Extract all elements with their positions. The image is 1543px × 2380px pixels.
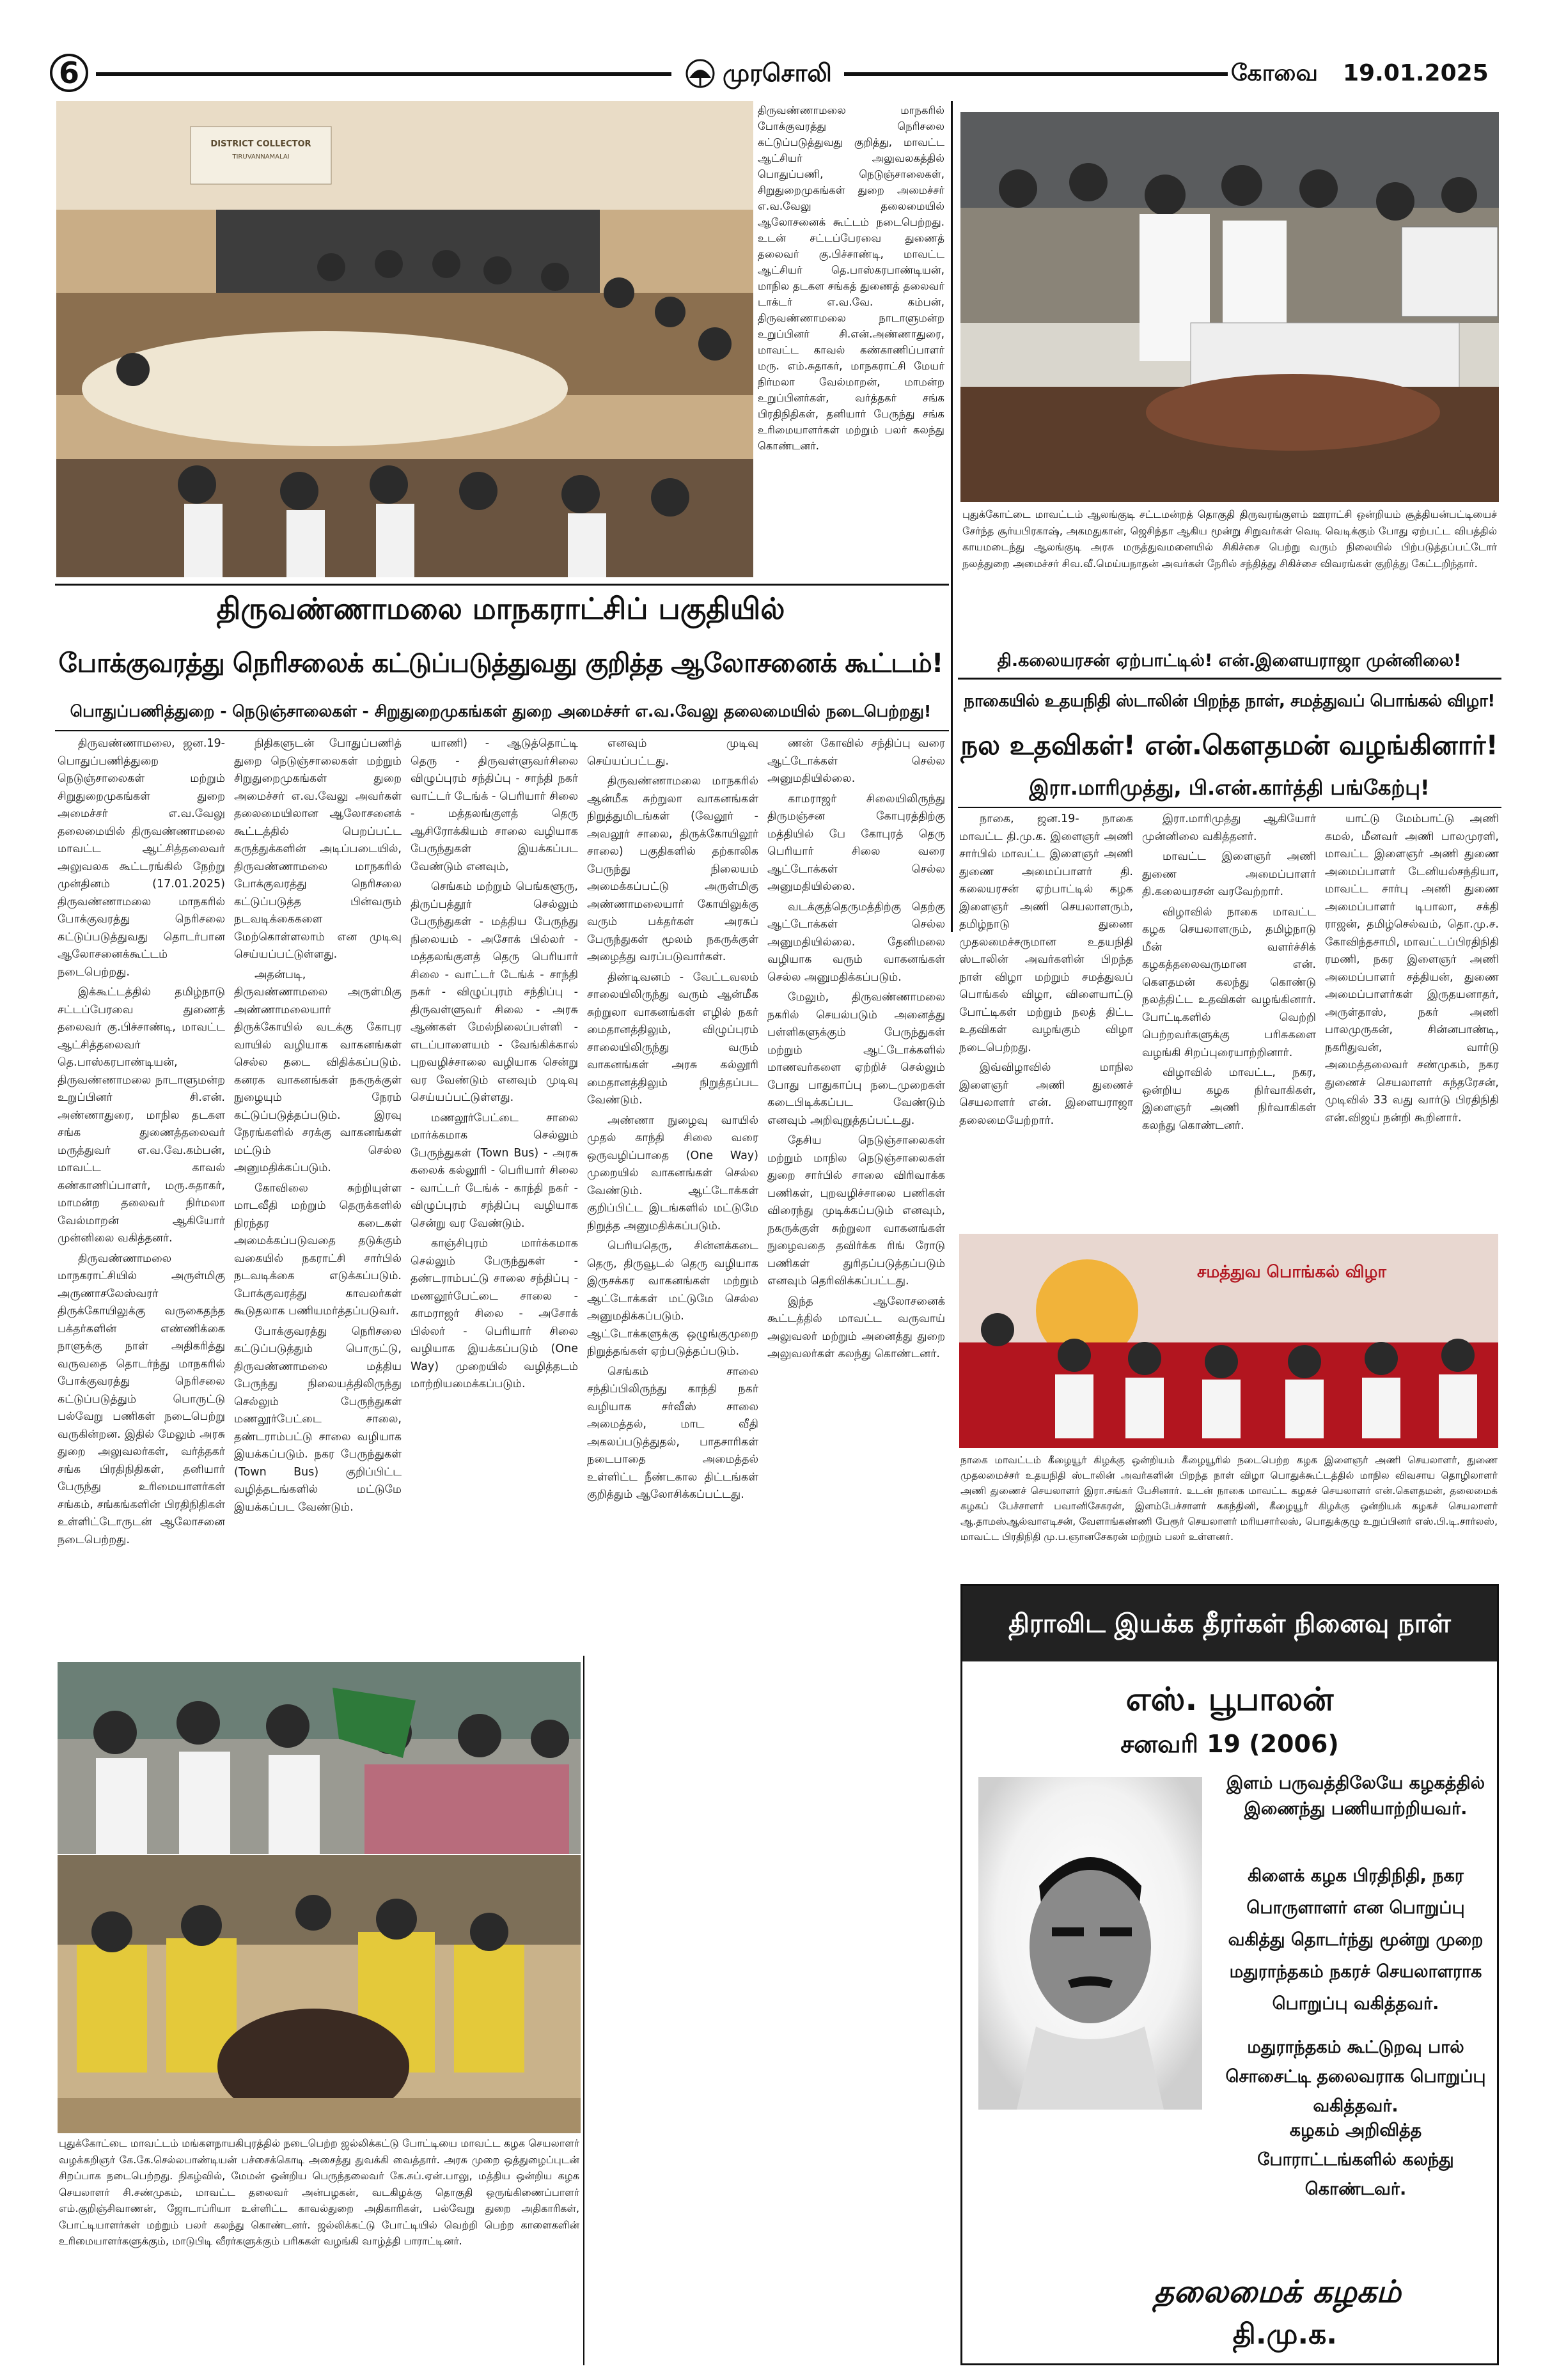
story1-column-4: எனவும் முடிவு செய்யப்பட்டது. திருவண்ணாமலை மாநகரில் ஆன்மீக சுற்றுலா வாகனங்கள் நிறுத்துமிடங்கள் (வேலூர் - அவலூர் சாலை, திருக்கோயிலூர் சாலை) பகுதிகளில் தற்காலிக பேருந்து நிலையம் அமைக்கப்பட்டு அருள்மிகு அண்ணாமலையார் கோயிலுக்கு வரும் பக்தர்கள் அரசுப் பேருந்துகள் மூலம் நகருக்குள் அழைத்து வரப்படுவார்கள். திண்டிவனம் - வேட்டவலம் சாலையிலிருந்து வரும் ஆன்மீக சுற்றுலா வாகனங்கள் எழில் நகர் மைதானத்திலும், விழுப்புரம் சாலையிலிருந்து வரும் வாகனங்கள் அரசு கல்லூரி மைதானத்திலும் நிறுத்தப்பட வேண்டும். அண்ணா நுழைவு வாயில் முதல் காந்தி சிலை வரை ஒருவழிப்பாதை (One Way) முறையில் வாகனங்கள் செல்ல வேண்டும். ஆட்டோக்கள் குறிப்பிட்ட இடங்களில் மட்டுமே நிறுத்த அனுமதிக்கப்படும். பெரியதெரு, சின்னக்கடை தெரு, திருவூடல் தெரு வழியாக இருசக்கர வாகனங்கள் மற்றும் ஆட்டோக்கள் மட்டுமே செல்ல அனுமதிக்கப்படும். ஆட்டோக்களுக்கு ஒழுங்குமுறை நிறுத்தங்கள் ஏற்படுத்தப்படும். செங்கம் சாலை சந்திப்பிலிருந்து காந்தி நகர் வழியாக சர்வீஸ் சாலை அமைத்தல், மாட வீதி அகலப்படுத்துதல், பாதசாரிகள் நடைபாதை அமைத்தல் உள்ளிட்ட நீண்டகால திட்டங்கள் குறித்தும் ஆலோசிக்கப்பட்டது. [587, 737, 758, 1501]
jallikattu-caption: புதுக்கோட்டை மாவட்டம் மங்களநாயகிபுரத்தில் நடைபெற்ற ஜல்லிக்கட்டு போட்டியை மாவட்ட கழக செயலாளர் வழக்கறிஞர் கே.கே.செல்லபாண்டியன் பச்சைக்கொடி அசைத்து துவக்கி வைத்தார். அரசு முறை ஒத்துழைப்புடன் சிறப்பாக நடைபெற்றது. நிகழ்வில், மேமன் ஒன்றிய பெருந்தலைவர் கே.சுப்.ஏன்.பாலு, மத்திய ஒன்றிய கழக செயலாளர் சி.சண்முகம், மாவட்ட தலைவர் அன்பழகன், வடகிழக்கு தொகுதி ஒருங்கிணைப்பாளர் எம்.குறிஞ்சிவாணன், ஜோடாப்ரியா உள்ளிட்ட காவல்துறை அதிகாரிகள், பல்வேறு துறை அதிகாரிகள், போட்டியாளர்கள் மற்றும் பலர் கலந்து கொண்டனர். ஜல்லிக்கட்டு போட்டியில் வெற்றி பெற்ற காளைகளின் உரிமையாளர்களுக்கும், மாடுபிடி வீரர்களுக்கும் பரிசுகள் வழங்கி வாழ்த்தி பாராட்டினர். [59, 2137, 579, 2247]
meeting-photo-caption: திருவண்ணாமலை மாநகரில் போக்குவரத்து நெரிசலை கட்டுப்படுத்துவது குறித்து, மாவட்ட ஆட்சியர் அலுவலகத்தில் பொதுப்பணி, நெடுஞ்சாலைகள், சிறுதுறைமுகங்கள் துறை அமைச்சர் எ.வ.வேலு தலைமையில் ஆலோசனைக் கூட்டம் நடைபெற்றது. உடன் சட்டப்பேரவை துணைத் தலைவர் கு.பிச்சாண்டி, மாவட்ட ஆட்சியர் தெ.பாஸ்கரபாண்டியன், மாநில தடகள சங்கத் துணைத் தலைவர் டாக்டர் எ.வ.வே. கம்பன், திருவண்ணாமலை நாடாளுமன்ற உறுப்பினர் சி.என்.அண்ணாதுரை, மாவட்ட காவல் கண்காணிப்பாளர் மரு. எம்.சுதாகர், மாநகராட்சி மேயர் நிர்மலா வேல்மாறன், மாமன்ற உறுப்பினர்கள், வர்த்தகர் சங்க பிரதிநிதிகள், தனியார் பேருந்து சங்க உரிமையாளர்கள் மற்றும் பலர் கலந்து கொண்டனர். [758, 104, 944, 452]
page-number: 6 [58, 56, 79, 90]
vertical-divider-left [583, 1656, 584, 2365]
story1-column-2: நிதிகளுடன் போதுப்பணித் துறை நெடுஞ்சாலைகள் மற்றும் சிறுதுறைமுகங்கள் துறை அமைச்சர் எ.வ.வேலு அவர்கள் தலைமையிலான ஆலோசனைக் கூட்டத்தில் பெறப்பட்ட கருத்துக்களின் அடிப்படையில், திருவண்ணாமலை மாநகரில் போக்குவரத்து நெரிசலை கட்டுப்படுத்த பின்வரும் நடவடிக்கைகளை மேற்கொள்ளலாம் என முடிவு செய்யப்பட்டுள்ளது. அதன்படி, திருவண்ணாமலை அருள்மிகு அண்ணாமலையார் திருக்கோயில் வடக்கு கோபுர வாயில் வழியாக வாகனங்கள் செல்ல தடை விதிக்கப்படும். கனரக வாகனங்கள் நகருக்குள் நுழையும் நேரம் கட்டுப்படுத்தப்படும். இரவு நேரங்களில் சரக்கு வாகனங்கள் மட்டும் செல்ல அனுமதிக்கப்படும். கோவிலை சுற்றியுள்ள மாடவீதி மற்றும் தெருக்களில் நிரந்தர கடைகள் அமைக்கப்படுவதை தடுக்கும் வகையில் நகராட்சி சார்பில் நடவடிக்கை எடுக்கப்படும். போக்குவரத்து காவலர்கள் கூடுதலாக பணியமர்த்தப்படுவர். போக்குவரத்து நெரிசலை கட்டுப்படுத்தும் பொருட்டு, திருவண்ணாமலை மத்திய பேருந்து நிலையத்திலிருந்து செல்லும் பேருந்துகள் மணலூர்பேட்டை சாலை, தண்டராம்பட்டு சாலை வழியாக இயக்கப்படும். நகர பேருந்துகள் (Town Bus) குறிப்பிட்ட வழித்தடங்களில் மட்டுமே இயக்கப்பட வேண்டும். [234, 737, 402, 1514]
edition-city: கோவை [1231, 60, 1318, 86]
hospital-visit-photo [960, 112, 1499, 502]
story3-kicker: தி.கலையரசன் ஏற்பாட்டில்! என்.இளையராஜா முன்னிலை! [997, 651, 1462, 671]
story3-headline-2: நல உதவிகள்! என்.கௌதமன் வழங்கினார்! [960, 729, 1498, 761]
collector-sign-line1: DISTRICT COLLECTOR [210, 139, 311, 149]
masthead-rule-left [96, 72, 671, 76]
tribute-bio-2: கிளைக் கழக பிரதிநிதி, நகர பொருளாளர் என பொறுப்பு வகித்து தொடர்ந்து மூன்று முறை மதுராந்தகம் நகரச் செயலாளராக பொறுப்பு வகித்தவர். [1228, 1866, 1484, 2014]
hospital-visit-caption: புதுக்கோட்டை மாவட்டம் ஆலங்குடி சட்டமன்றத் தொகுதி திருவரங்குளம் ஊராட்சி ஒன்றியம் சூத்தியன்பட்டியைச் சேர்ந்த சூர்யபிரகாஷ், அகமதுகான், ஜெசிந்தா ஆகிய மூன்று சிறுவர்கள் வெடி வெடிக்கும் போது ஏற்பட்ட விபத்தில் காயமடைந்து ஆலங்குடி அரசு மருத்துவமனையில் சிகிச்சை பெற்று வரும் நிலையில் பிற்படுத்தப்பட்டோர் நலத்துறை அமைச்சர் சிவ.வீ.மெய்யநாதன் அவர்கள் நேரில் சந்தித்து சிகிச்சை விவரங்கள் குறித்து கேட்டறிந்தார். [962, 508, 1497, 570]
story3-top-rule [958, 678, 1501, 680]
tribute-footer-org: தலைமைக் கழகம் [1154, 2274, 1401, 2310]
story1-column-5: ணன் கோவில் சந்திப்பு வரை ஆட்டோக்கள் செல்ல அனுமதியில்லை. காமராஜர் சிலையிலிருந்து திருமஞ்சன கோபுரத்திற்கு மத்தியில் பே கோபுரத் தெரு பெரியார் சிலை வரை ஆட்டோக்கள் செல்ல அனுமதியில்லை. வடக்குத்தெருமத்திற்கு தெற்கு ஆட்டோக்கள் செல்ல அனுமதியில்லை. தேனிமலை வழியாக வரும் வாகனங்கள் செல்ல அனுமதிக்கப்படும். மேலும், திருவண்ணாமலை நகரில் செயல்படும் அனைத்து பள்ளிகளுக்கும் பேருந்துகள் மற்றும் ஆட்டோக்களில் மாணவர்களை ஏற்றிச் செல்லும் போது பாதுகாப்பு நடைமுறைகள் கடைபிடிக்கப்பட வேண்டும் எனவும் அறிவுறுத்தப்பட்டது. தேசிய நெடுஞ்சாலைகள் மற்றும் மாநில நெடுஞ்சாலைகள் துறை சார்பில் சாலை விரிவாக்க பணிகள், புறவழிச்சாலை பணிகள் விரைந்து முடிக்கப்படும் எனவும், நகருக்குள் சுற்றுலா வாகனங்கள் நுழைவதை தவிர்க்க ரிங் ரோடு பணிகள் துரிதப்படுத்தப்படும் எனவும் தெரிவிக்கப்பட்டது. இந்த ஆலோசனைக் கூட்டத்தில் மாவட்ட வருவாய் அலுவலர் மற்றும் அனைத்து துறை அலுவலர்கள் கலந்து கொண்டனர். [767, 737, 945, 1360]
pongal-stage-photo [959, 1234, 1498, 1448]
edition-date: 19.01.2025 [1343, 60, 1489, 86]
tribute-bio [1209, 1771, 1490, 2199]
meeting-photo [56, 101, 753, 577]
tribute-footer-party: தி.மு.க. [1232, 2318, 1337, 2351]
tribute-bio-1: இளம் பருவத்திலேயே கழகத்தில் இணைந்து பணியாற்றியவர். [1226, 1773, 1485, 1819]
paper-name: முரசொலி [723, 59, 832, 87]
story3-column-2: இரா.மாரிமுத்து ஆகியோர் முன்னிலை வகித்தனர். மாவட்ட இளைஞர் அணி துணை அமைப்பாளர் தி.கலையரசன் வரவேற்றார். விழாவில் நாகை மாவட்ட கழக செயலாளரும், தமிழ்நாடு மீன் வளர்ச்சிக் கழகத்தலைவருமான என். கௌதமன் கலந்து கொண்டு நலத்திட்ட உதவிகள் வழங்கினார். போட்டிகளில் வெற்றி பெற்றவர்களுக்கு பரிசுகளை வழங்கி சிறப்புரையாற்றினார். விழாவில் மாவட்ட, நகர, ஒன்றிய கழக நிர்வாகிகள், இளைஞர் அணி நிர்வாகிகள் கலந்து கொண்டனர். [1142, 813, 1316, 1132]
vertical-divider-top [951, 101, 953, 932]
pongal-stage-caption: நாகை மாவட்டம் கீழையூர் கிழக்கு ஒன்றியம் கீழையூரில் நடைபெற்ற கழக இளைஞர் அணி செயலாளர், துணை முதலமைச்சர் உதயநிதி ஸ்டாலின் அவர்களின் பிறந்த நாள் விழா பொதுக்கூட்டத்தில் மாநில விவசாய தொழிலாளர் அணி துணைச் செயலாளர் இரா.சங்கர் பேசினார். உடன் நாகை மாவட்ட கழகச் செயலாளர் என்.கௌதமன், தலைமைக் கழகப் பேச்சாளர் பவானிசேகரன், இளம்பேச்சாளர் சுகந்தினி, கீழையூர் கிழக்கு ஒன்றியக் கழகச் செயலாளர் ஆ.தாமஸ்ஆல்வாஎடிசன், வேளாங்கண்ணி பேரூர் செயலாளர் மரியசார்லஸ், பொதுக்குழு உறுப்பினர் எஸ்.பி.டி.சார்லஸ், மாவட்ட பிரதிநிதி மு.ப.ஞானசேகரன் மற்றும் பலர் உள்ளனர். [960, 1454, 1498, 1543]
story1-column-1: திருவண்ணாமலை, ஜன.19- பொதுப்பணித்துறை நெடுஞ்சாலைகள் மற்றும் சிறுதுறைமுகங்கள் துறை அமைச்சர் எ.வ.வேலு தலைமையில் திருவண்ணாமலை மாவட்ட ஆட்சித்தலைவர் அலுவலக கூட்டரங்கில் நேற்று முன்தினம் (17.01.2025) திருவண்ணாமலை மாநகரில் போக்குவரத்து நெரிசலை கட்டுப்படுத்துவது தொடர்பான ஆலோசனைக்கூட்டம் நடைபெற்றது. இக்கூட்டத்தில் தமிழ்நாடு சட்டப்பேரவை துணைத் தலைவர் கு.பிச்சாண்டி, மாவட்ட ஆட்சித்தலைவர் தெ.பாஸ்கரபாண்டியன், திருவண்ணாமலை நாடாளுமன்ற உறுப்பினர் சி.என். அண்ணாதுரை, மாநில தடகள சங்க துணைத்தலைவர் மருத்துவர் எ.வ.வே.கம்பன், மாவட்ட காவல் கண்காணிப்பாளர், மரு.சுதாகர், மாமன்ற தலைவர் நிர்மலா வேல்மாறன் ஆகியோர் முன்னிலை வகித்தனர். திருவண்ணாமலை மாநகராட்சியில் அருள்மிகு அருணாசலேஸ்வரர் திருக்கோயிலுக்கு வருகைதந்த பக்தர்களின் எண்ணிக்கை நாளுக்கு நாள் அதிகரித்து வருவதை தொடர்ந்து மாநகரில் போக்குவரத்து நெரிசலை கட்டுப்படுத்தும் பொருட்டு பல்வேறு பணிகள் நடைபெற்று வருகின்றன. இதில் மேலும் அரசு துறை அலுவலர்கள், வர்த்தகர் சங்க பிரதிநிதிகள், தனியார் பேருந்து உரிமையாளர்கள் சங்கம், சங்கங்களின் பிரதிநிதிகள் உள்ளிட்டோருடன் ஆலோசனை நடைபெற்றது. [58, 737, 225, 1546]
tribute-portrait [978, 1777, 1202, 2110]
jallikattu-flag-photo [58, 1662, 581, 1854]
story3-column-3: யாட்டு மேம்பாட்டு அணி கமல், மீனவர் அணி பாலமுரளி, மாவட்ட இளைஞர் அணி துணை அமைப்பாளர் டேனியல்சந்தியா, மாவட்ட சார்பு அணி துணை அமைப்பாளர் டிபாலா, சக்தி ராஜன், தமிழ்செல்வம், தொ.மு.ச. கோவிந்தசாமி, மாவட்டப்பிரதிநிதி ரமணி, நகர இளைஞர் அணி அமைப்பாளர் சத்தியன், துணை அமைப்பாளர்கள் இருதயனாதர், அருள்தாஸ், நகர் அணி பாலமுருகன், சின்னபாண்டி, நகரிதுவன், வார்டு அமைத்தலைவர் சண்முகம், நகர துணைச் செயலாளர் சுந்தரேசன், முடிவில் 33 வது வார்டு பிரதிநிதி என்.விஜய் நன்றி கூறினார். [1325, 813, 1499, 1124]
story1-top-rule [55, 584, 949, 586]
masthead-rule-right [844, 72, 1228, 76]
tribute-footer [962, 2257, 1497, 2362]
rising-sun-emblem-icon [684, 59, 716, 88]
story3-column-1: நாகை, ஜன.19- நாகை மாவட்ட தி.மு.க. இளைஞர் அணி சார்பில் மாவட்ட இளைஞர் அணி துணை அமைப்பாளர் தி. கலையரசன் ஏற்பாட்டில் கழக இளைஞர் அணி செயலாளரும், தமிழ்நாடு துணை முதலமைச்சருமான உதயநிதி ஸ்டாலின் அவர்களின் பிறந்த நாள் விழா மற்றும் சமத்துவப் பொங்கல் விழா, விளையாட்டு போட்டிகள் மற்றும் நலத் திட்ட உதவிகள் வழங்கும் விழா நடைபெற்றது. இவ்விழாவில் மாநில இளைஞர் அணி துணைச் செயலாளர் என். இளையராஜா தலைமையேற்றார். [959, 813, 1133, 1127]
story3-subhead: இரா.மாரிமுத்து, பி.என்.கார்த்தி பங்கேற்பு! [1029, 775, 1430, 800]
tribute-date: சனவரி 19 (2006) [1120, 1730, 1339, 1758]
tribute-bio-3: மதுராந்தகம் கூட்டுறவு பால் சொசைட்டி தலைவராக பொறுப்பு வகித்தவர். [1225, 2037, 1486, 2116]
tribute-bio-4: கழகம் அறிவித்த போராட்டங்களில் கலந்து கொண்டவர். [1257, 2120, 1454, 2199]
story1-kicker: திருவண்ணாமலை மாநகராட்சிப் பகுதியில் [216, 591, 785, 626]
story1-headline: போக்குவரத்து நெரிசலைக் கட்டுப்படுத்துவது குறித்த ஆலோசனைக் கூட்டம்! [58, 648, 943, 678]
story3-headline-1: நாகையில் உதயநிதி ஸ்டாலின் பிறந்த நாள், சமத்துவப் பொங்கல் விழா! [964, 692, 1495, 711]
story3-subhead-rule [958, 807, 1501, 808]
tribute-name: எஸ். பூபாலன் [1125, 1681, 1334, 1718]
pongal-banner-text: சமத்துவ பொங்கல் விழா [1196, 1263, 1387, 1282]
story1-column-3: யாணி) - ஆடுத்தொட்டி தெரு - திருவள்ளுவர்சிலை விழுப்புரம் சந்திப்பு - சாந்தி நகர் வாட்டர் டேங்க் - பெரியார் சிலை - மத்தலங்குளத் தெரு ஆசிரோக்கியம் சாலை வழியாக பேருந்துகள் இயக்கப்பட வேண்டும் எனவும், செங்கம் மற்றும் பெங்களூரு, திருப்பத்தூர் செல்லும் பேருந்துகள் - மத்திய பேருந்து நிலையம் - அசோக் பில்லர் - மத்தலங்குளத் தெரு பெரியார் சிலை - வாட்டர் டேங்க் - சாந்தி நகர் - விழுப்புரம் சந்திப்பு - திருவள்ளுவர் சிலை - அரசு ஆண்கள் மேல்நிலைப்பள்ளி - எடப்பாளையம் - வேங்கிக்கால் புறவழிச்சாலை வழியாக சென்று வர வேண்டும் எனவும் முடிவு செய்யப்பட்டுள்ளது. மணலூர்பேட்டை சாலை மார்க்கமாக செல்லும் பேருந்துகள் (Town Bus) - அரசு கலைக் கல்லூரி - பெரியார் சிலை - வாட்டர் டேங்க் - காந்தி நகர் - விழுப்புரம் சந்திப்பு வழியாக சென்று வர வேண்டும். காஞ்சிபுரம் மார்க்கமாக செல்லும் பேருந்துகள் - தண்டராம்பட்டு சாலை சந்திப்பு - மணலூர்பேட்டை சாலை - காமராஜர் சிலை - அசோக் பில்லர் - பெரியார் சிலை வழியாக இயக்கப்படும் (One Way) முறையில் வழித்தடம் மாற்றியமைக்கப்படும். [411, 737, 578, 1390]
jallikattu-bull-photo [58, 1855, 581, 2133]
tribute-header: திராவிட இயக்க தீரர்கள் நினைவு நாள் [962, 1586, 1497, 1661]
masthead [0, 0, 1543, 96]
story1-subhead-rule [55, 730, 949, 731]
story1-subhead: பொதுப்பணித்துறை - நெடுஞ்சாலைகள் - சிறுதுறைமுகங்கள் துறை அமைச்சர் எ.வ.வேலு தலைமையில் நடைபெற்றது! [70, 702, 932, 720]
collector-sign-line2: TIRUVANNAMALAI [232, 153, 290, 160]
